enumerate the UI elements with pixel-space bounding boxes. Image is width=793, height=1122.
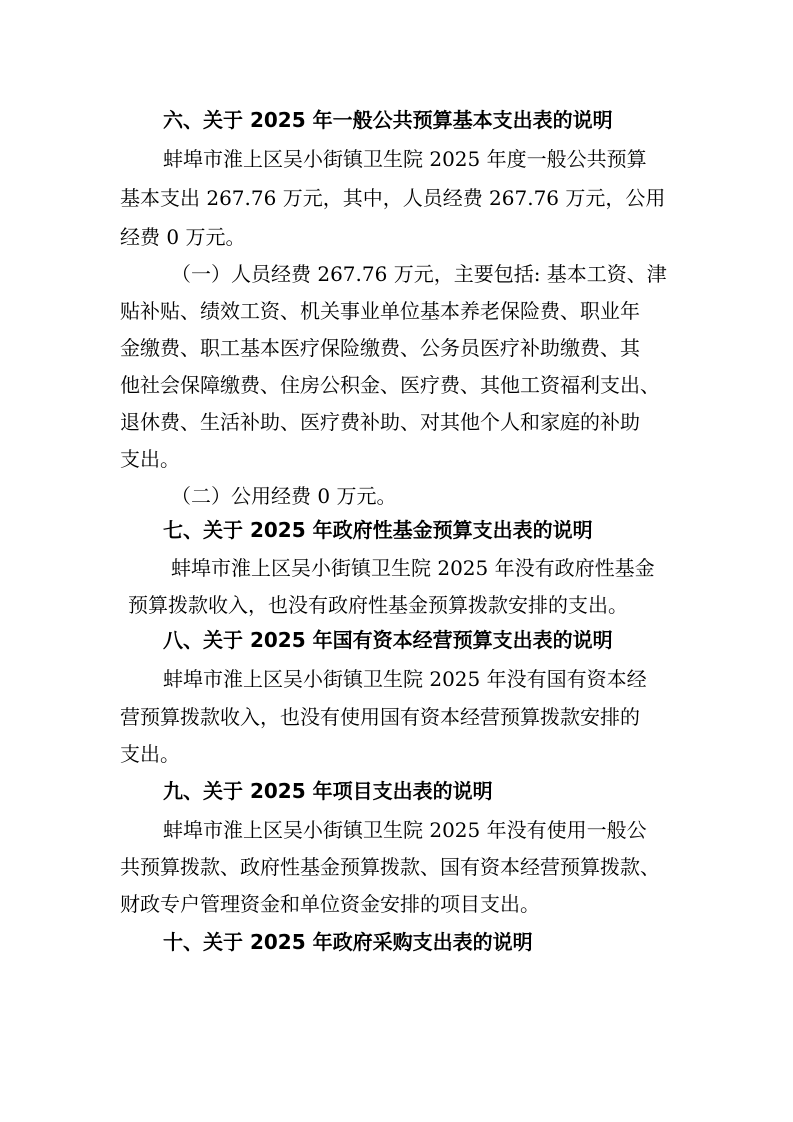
- body-text-line: 财政专户管理资金和单位资金安排的项目支出。: [120, 892, 540, 916]
- section-heading-8: 八、关于 2025 年国有资本经营预算支出表的说明: [163, 628, 613, 652]
- section-heading-7: 七、关于 2025 年政府性基金预算支出表的说明: [163, 518, 593, 542]
- body-text-line: 蚌埠市淮上区吴小街镇卫生院 2025 年没有政府性基金: [171, 556, 655, 580]
- body-text-line: 蚌埠市淮上区吴小街镇卫生院 2025 年度一般公共预算: [163, 147, 647, 171]
- body-text-line: 支出。: [120, 447, 180, 471]
- body-text-line: 贴补贴、绩效工资、机关事业单位基本养老保险费、职业年: [120, 299, 640, 323]
- body-text-line: 退休费、生活补助、医疗费补助、对其他个人和家庭的补助: [120, 410, 640, 434]
- section-heading-9: 九、关于 2025 年项目支出表的说明: [163, 779, 493, 803]
- body-text-line: 蚌埠市淮上区吴小街镇卫生院 2025 年没有使用一般公: [163, 818, 647, 842]
- body-text-line: （一）人员经费 267.76 万元，主要包括: 基本工资、津: [171, 262, 667, 286]
- body-text-line: 预算拨款收入，也没有政府性基金预算拨款安排的支出。: [128, 593, 628, 617]
- section-heading-6: 六、关于 2025 年一般公共预算基本支出表的说明: [163, 108, 613, 132]
- section-heading-10: 十、关于 2025 年政府采购支出表的说明: [163, 930, 533, 954]
- body-text-line: （二）公用经费 0 万元。: [171, 484, 397, 508]
- body-text-line: 蚌埠市淮上区吴小街镇卫生院 2025 年没有国有资本经: [163, 667, 647, 691]
- body-text-line: 共预算拨款、政府性基金预算拨款、国有资本经营预算拨款、: [120, 855, 660, 879]
- body-text-line: 营预算拨款收入，也没有使用国有资本经营预算拨款安排的: [120, 705, 640, 729]
- body-text-line: 他社会保障缴费、住房公积金、医疗费、其他工资福利支出、: [120, 373, 660, 397]
- body-text-line: 经费 0 万元。: [120, 225, 246, 249]
- body-text-line: 基本支出 267.76 万元，其中，人员经费 267.76 万元，公用: [120, 186, 666, 210]
- body-text-line: 金缴费、职工基本医疗保险缴费、公务员医疗补助缴费、其: [120, 336, 640, 360]
- body-text-line: 支出。: [120, 742, 180, 766]
